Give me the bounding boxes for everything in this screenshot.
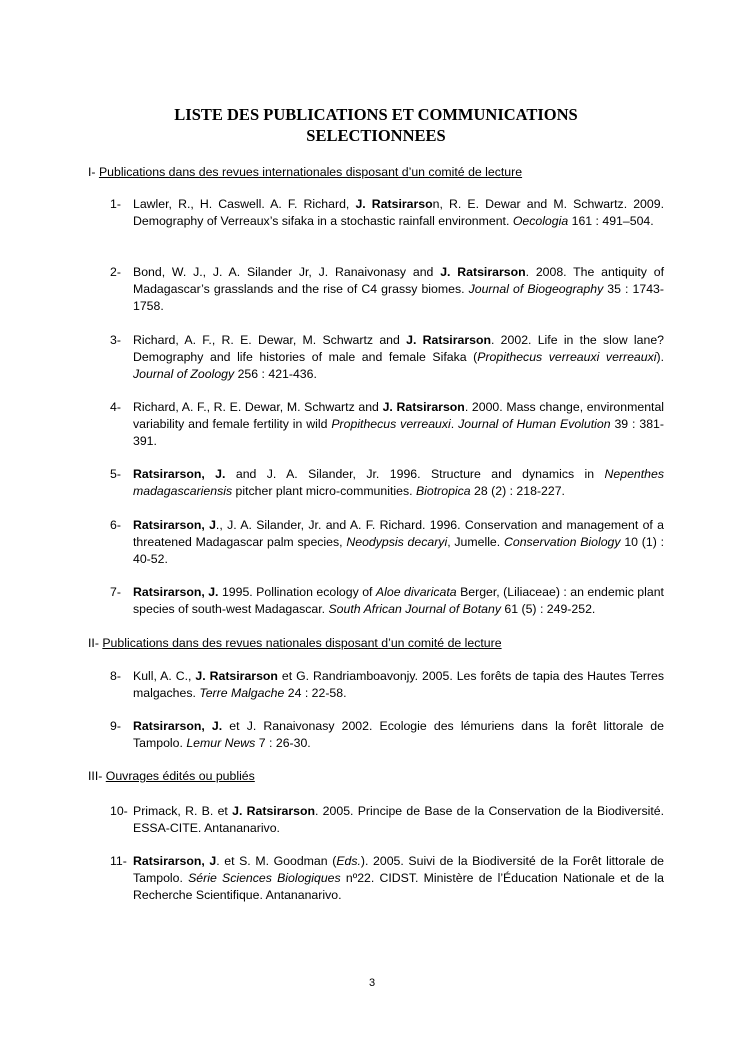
series-name: Série Sciences Biologiques [188,871,341,885]
publication-entry [110,853,664,904]
journal-name: Journal of Biogeography [468,282,604,296]
section-heading-books: III- Ouvrages édités ou publiés [88,769,255,783]
publication-entry [110,718,664,752]
section-heading-international: I- Publications dans des revues internationales disposant d’un comité de lecture [88,165,523,179]
publication-entry [110,196,664,230]
publication-entry [110,332,664,383]
species-name: Propithecus verreauxi verreauxi [477,350,657,364]
publication-entry [110,517,664,568]
publication-entry [110,466,664,500]
entry-number: 7- [110,585,121,599]
author-highlight: J. Ratsirarson [406,333,491,347]
citation-text: Primack, R. B. et J. Ratsirarson. 2005. Principe de Base de la Conservation de la Biodiversité. ESSA-CITE. Antananarivo. [133,804,664,835]
citation-text: Kull, A. C., J. Ratsirarson et G. Randriamboavonjy. 2005. Les forêts de tapia des Hautes Terres malgaches. Terre Malgache 24 : 22-58. [133,669,665,700]
publication-entry [110,668,664,702]
citation-text: Ratsirarson, J. and J. A. Silander, Jr. 1996. Structure and dynamics in Nepenthes madagascariensis pitcher plant micro-communities. Biotropica 28 (2) : 218-227. [133,467,664,498]
author-highlight: J. Ratsirarson [440,265,526,279]
entry-number: 3- [110,333,121,347]
author-highlight: Ratsirarson, J. [133,467,226,481]
citation-text: Bond, W. J., J. A. Silander Jr, J. Ranaivonasy and J. Ratsirarson. 2008. The antiquity of Madagascar’s grasslands and the rise of C4 grassy biomes. Journal of Biogeography 35 : 1743-1758. [133,265,665,313]
citation-text: Ratsirarson, J. et J. Ranaivonasy 2002. Ecologie des lémuriens dans la forêt littorale de Tampolo. Lemur News 7 : 26-30. [133,719,664,750]
page-number: 3 [368,977,376,989]
entry-number: 9- [110,719,121,733]
publication-entry [110,264,664,315]
citation-text: Richard, A. F., R. E. Dewar, M. Schwartz and J. Ratsirarson. 2000. Mass change, environmental variability and female fertility in wild Propithecus verreauxi. Journal of Human Evolution 39 : 381-391. [133,400,665,448]
entry-number: 8- [110,669,121,683]
author-highlight: J. Ratsirarso [355,197,433,211]
journal-name: Lemur News [186,736,256,750]
publication-entry [110,584,664,618]
citation-text: Lawler, R., H. Caswell. A. F. Richard, J. Ratsirarson, R. E. Dewar and M. Schwartz. 2009. Demography of Verreaux’s sifaka in a stochastic rainfall environment. Oecologia 161 : 491–504. [133,197,664,228]
citation-text: Ratsirarson, J. et S. M. Goodman (Eds.). 2005. Suivi de la Biodiversité de la Forêt littorale de Tampolo. Série Sciences Biologiques nº22. CIDST. Ministère de l’Éducation Nationale et de la Recherche Scientifique. Antananarivo. [133,854,665,902]
title-line-2: SELECTIONNEES [306,126,446,145]
author-highlight: J. Ratsirarson [195,669,278,683]
author-highlight: J. Ratsirarson [382,400,465,414]
publication-entry [110,803,664,837]
author-highlight: Ratsirarson, J. [133,719,223,733]
citation-text: Richard, A. F., R. E. Dewar, M. Schwartz and J. Ratsirarson. 2002. Life in the slow lane? Demography and life histories of male and female Sifaka (Propithecus verreauxi verreauxi). Journal of Zoology 256 : 421-436. [133,333,665,381]
page-title [88,104,664,146]
species-name: Propithecus verreauxi [331,417,451,431]
journal-name: Journal of Human Evolution [458,417,611,431]
journal-name: Journal of Zoology [133,367,235,381]
author-highlight: Ratsirarson, J [133,854,217,868]
entry-number: 1- [110,197,121,211]
entry-number: 10- [110,804,128,818]
citation-text: Ratsirarson, J. 1995. Pollination ecology of Aloe divaricata Berger, (Liliaceae) : an endemic plant species of south-west Madagascar. South African Journal of Botany 61 (5) : 249-252. [133,585,664,616]
title-line-1: LISTE DES PUBLICATIONS ET COMMUNICATIONS [174,105,578,124]
entry-number: 2- [110,265,121,279]
editors-abbrev: Eds. [336,854,361,868]
author-highlight: Ratsirarson, J [133,518,216,532]
citation-text: Ratsirarson, J., J. A. Silander, Jr. and A. F. Richard. 1996. Conservation and management of a threatened Madagascar palm species, Neodypsis decaryi, Jumelle. Conservation Biology 10 (1) : 40-52. [133,518,665,566]
species-name: Neodypsis decaryi [346,535,448,549]
section-heading-national: II- Publications dans des revues nationales disposant d’un comité de lecture [88,636,502,650]
entry-number: 4- [110,400,121,414]
journal-name: Biotropica [415,484,471,498]
species-name: Aloe divaricata [375,585,457,599]
entry-number: 5- [110,467,121,481]
author-highlight: Ratsirarson, J. [133,585,219,599]
author-highlight: J. Ratsirarson [232,804,315,818]
entry-number: 11- [110,854,127,868]
journal-name: Oecologia [512,214,569,228]
journal-name: South African Journal of Botany [328,602,501,616]
species-name: Nepenthes madagascariensis [133,467,664,498]
journal-name: Terre Malgache [199,686,285,700]
journal-name: Conservation Biology [503,535,621,549]
entry-number: 6- [110,518,121,532]
publication-entry [110,399,664,450]
